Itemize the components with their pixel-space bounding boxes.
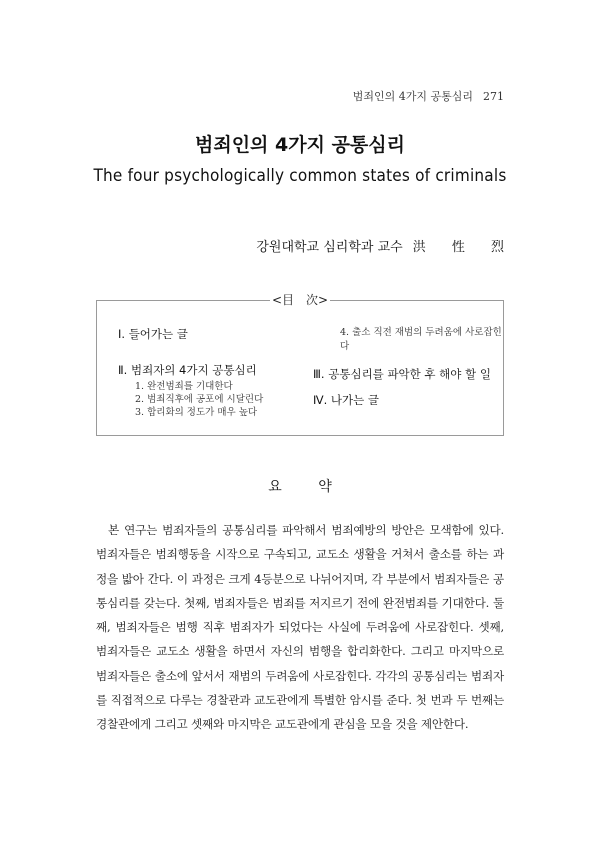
paper-title-english: The four psychologically common states of criminals [93,166,507,186]
running-head [353,88,504,104]
paper-title-korean: 범죄인의 4가지 공통심리 [195,134,405,156]
toc-subsection: 3. 합리화의 정도가 매우 높다 [135,407,258,418]
toc-section-2: Ⅱ. 범죄자의 4가지 공통심리 [118,363,257,377]
toc-subsection: 1. 완전범죄를 기대한다 [135,381,233,392]
page-number: 271 [483,90,504,103]
toc-subsection: 4. 출소 직전 재범의 두려움에 사로잡힌다 [340,327,502,352]
toc-section-4: Ⅳ. 나가는 글 [313,393,380,407]
toc-section-3: Ⅲ. 공통심리를 파악한 후 해야 할 일 [313,367,491,381]
toc-right-column [313,326,505,408]
toc-section-1: Ⅰ. 들어가는 글 [118,327,188,341]
toc-subsection: 2. 범죄직후에 공포에 시달린다 [135,394,264,405]
toc-heading: <目 次> [271,293,329,307]
running-head-title: 범죄인의 4가지 공통심리 [352,90,473,103]
author-affiliation: 강원대학교 심리학과 교수 [256,240,403,255]
abstract-body: 본 연구는 범죄자들의 공통심리를 파악해서 범죄예방의 방안은 모색함에 있다. 범죄자들은 범죄행동을 시작으로 구속되고, 교도소 생활을 거쳐서 출소를 하는 과정을 밟아 간다. 이 과정은 크게 4등분으로 나뉘어지며, 각 부분에서 범죄자들은 공통심리를 갖는다. 첫째, 범죄자들은 범죄를 저지르기 전에 완전범죄를 기대한다. 둘째, 범죄자들은 범행 직후 범죄자가 되었다는 사실에 두려움에 사로잡힌다. 셋째, 범죄자들은 교도소 생활을 하면서 자신의 범행을 합리화한다. 그리고 마지막으로 범죄자들은 출소에 앞서서 재범의 두려움에 사로잡힌다. 각각의 공통심리는 범죄자를 직접적으로 다루는 경찰관과 교도관에게 특별한 암시를 준다. 첫 번과 두 번째는 경찰관에게 그리고 셋째와 마지막은 교도관에게 관심을 모을 것을 제안한다. [96,523,504,732]
author-line [256,236,515,255]
toc-left-column [118,326,263,419]
author-name: 洪 性 烈 [412,240,515,255]
abstract-heading: 요 약 [268,479,348,495]
toc-section-2-subs [118,380,263,419]
